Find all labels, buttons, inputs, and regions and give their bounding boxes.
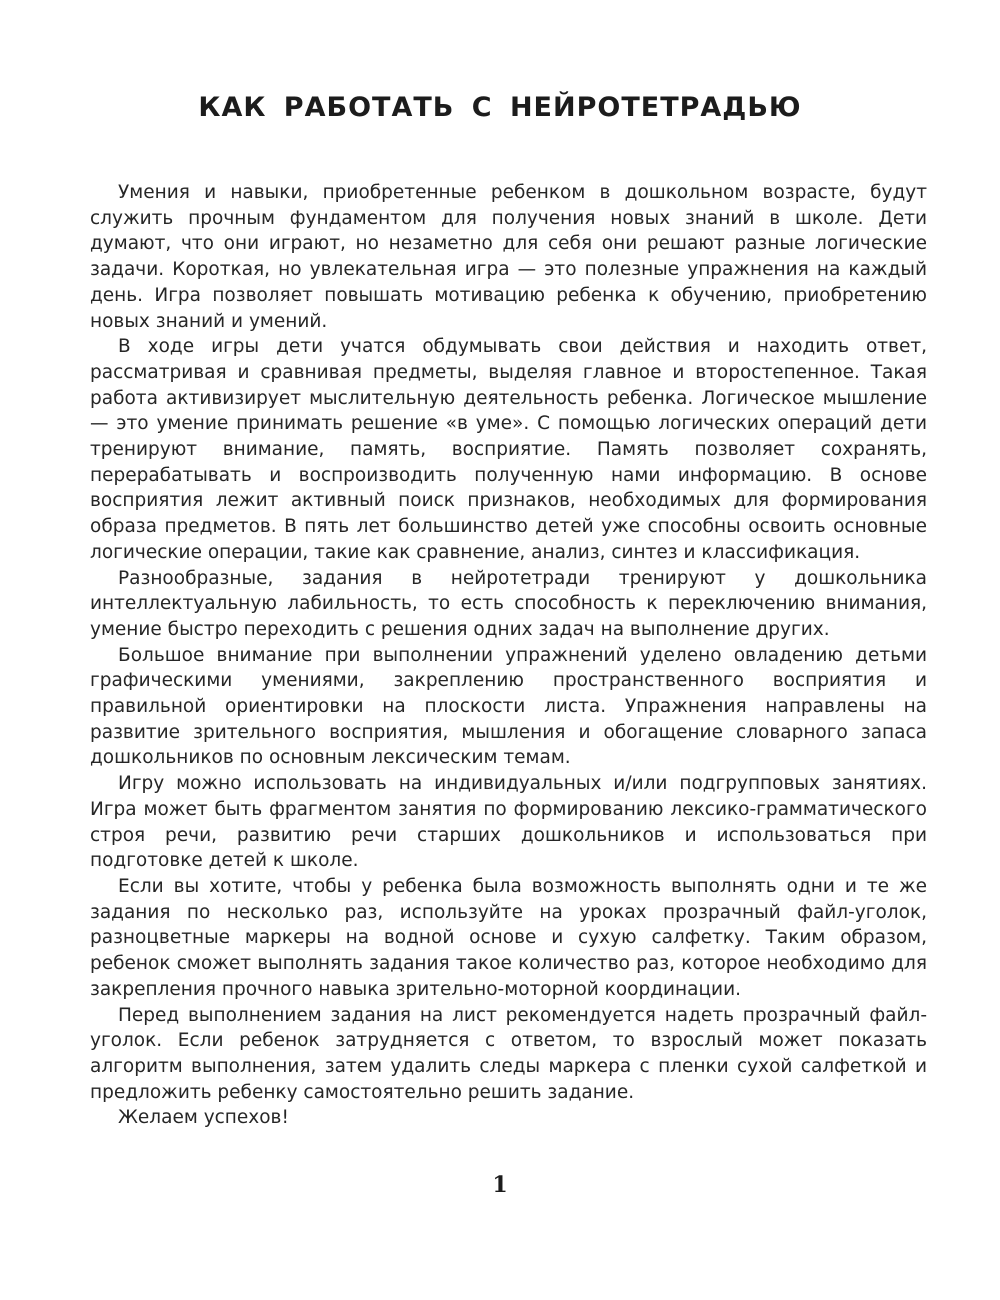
paragraph-1: Умения и навыки, приобретенные ребенком в дошкольном возрасте, будут служить прочным фундаментом для получения новых знаний в школе. Дети думают, что они играют, но незаметно для себя они решают разные логические задачи. Короткая, но увлекательная игра — это полезные упражнения на каждый день. Игра позволяет повышать мотивацию ребенка к обучению, приобретению новых знаний и умений. [90, 182, 927, 332]
page-title: КАК РАБОТАТЬ С НЕЙРОТЕТРАДЬЮ [198, 92, 802, 123]
body-text [90, 180, 927, 1131]
paragraph-2: В ходе игры дети учатся обдумывать свои действия и находить ответ, рассматривая и сравнивая предметы, выделяя главное и второстепенное. Такая работа активизирует мыслительную деятельность ребенка. Логическое мышление — это умение принимать решение «в уме». С помощью логических операций дети тренируют внимание, память, восприятие. Память позволяет сохранять, перерабатывать и воспроизводить полученную нами информацию. В основе восприятия лежит активный поиск признаков, необходимых для формирования образа предметов. В пять лет большинство детей уже способны освоить основные логические операции, такие как сравнение, анализ, синтез и классификация. [90, 336, 927, 563]
paragraph-5: Игру можно использовать на индивидуальных и/или подгрупповых занятиях. Игра может быть фрагментом занятия по формированию лексико-грамматического строя речи, развитию речи старших дошкольников и использоваться при подготовке детей к школе. [90, 773, 927, 872]
paragraph-6: Если вы хотите, чтобы у ребенка была возможность выполнять одни и те же задания по несколько раз, используйте на уроках прозрачный файл-уголок, разноцветные маркеры на водной основе и сухую салфетку. Таким образом, ребенок сможет выполнять задания такое количество раз, которое необходимо для закрепления прочного навыка зрительно-моторной координации. [90, 875, 927, 1000]
paragraph-8-closing: Желаем успехов! [118, 1107, 289, 1129]
paragraph-7: Перед выполнением задания на лист рекомендуется надеть прозрачный файл-уголок. Если ребенок затрудняется с ответом, то взрослый может показать алгоритм выполнения, затем удалить следы маркера с пленки сухой салфеткой и предложить ребенку самостоятельно решить задание. [90, 1004, 927, 1103]
paragraph-4: Большое внимание при выполнении упражнений уделено овладению детьми графическими умениями, закреплению пространственного восприятия и правильной ориентировки на плоскости листа. Упражнения направлены на развитие зрительного восприятия, мышления и обогащение словарного запаса дошкольников по основным лексическим темам. [90, 644, 927, 769]
page-number: 1 [492, 1172, 508, 1198]
paragraph-3: Разнообразные, задания в нейротетради тренируют у дошкольника интеллектуальную лабильность, то есть способность к переключению внимания, умение быстро переходить с решения одних задач на выполнение других. [90, 567, 927, 640]
